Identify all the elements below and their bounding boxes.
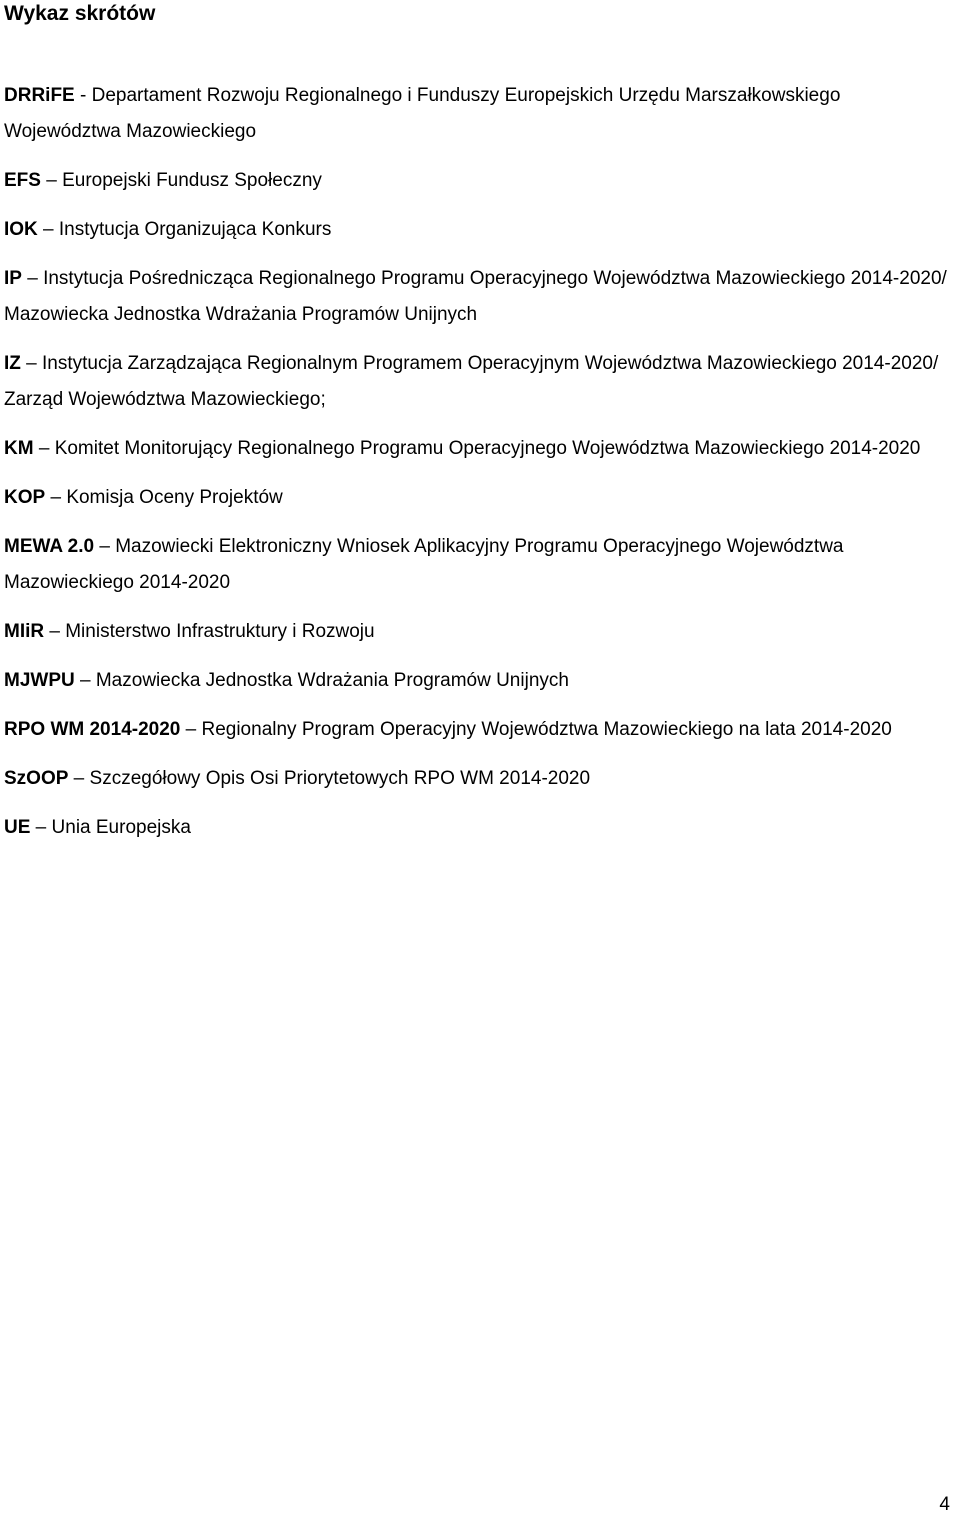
abbreviation-entry [4, 431, 949, 467]
abbreviation-entry [4, 261, 949, 333]
abbreviation-entry [4, 712, 949, 748]
abbreviation-separator: – [30, 817, 52, 838]
abbreviation-entry [4, 212, 949, 248]
abbreviation-definition: Instytucja Pośrednicząca Regionalnego Programu Operacyjnego Województwa Mazowieckiego 2014-2020/ Mazowiecka Jednostka Wdrażania Programów Unijnych [4, 268, 947, 325]
abbreviation-definition: Ministerstwo Infrastruktury i Rozwoju [65, 621, 375, 642]
abbreviation-term: IZ [4, 353, 21, 374]
abbreviation-entry [4, 761, 949, 797]
abbreviation-term: SzOOP [4, 768, 69, 789]
abbreviation-definition: Regionalny Program Operacyjny Województwa Mazowieckiego na lata 2014-2020 [201, 719, 892, 740]
abbreviation-definition: Instytucja Organizująca Konkurs [58, 219, 332, 240]
abbreviation-entry [4, 78, 949, 150]
abbreviation-entry [4, 663, 949, 699]
abbreviation-definition: Komisja Oceny Projektów [66, 487, 283, 508]
abbreviation-entry [4, 480, 949, 516]
abbreviation-term: MIiR [4, 621, 45, 642]
abbreviation-entry [4, 529, 949, 601]
abbreviation-term: KOP [4, 487, 46, 508]
page-number: 4 [939, 1494, 950, 1515]
abbreviation-definition: Europejski Fundusz Społeczny [62, 170, 322, 191]
abbreviation-separator: – [44, 621, 66, 642]
abbreviation-entry [4, 163, 949, 199]
abbreviation-definition: Instytucja Zarządzająca Regionalnym Programem Operacyjnym Województwa Mazowieckiego 2014-2020/ Zarząd Województwa Mazowieckiego; [4, 353, 939, 410]
abbreviation-term: KM [4, 438, 34, 459]
abbreviation-separator: – [74, 670, 96, 691]
abbreviation-separator: – [21, 268, 44, 289]
abbreviation-separator: - [74, 85, 92, 106]
abbreviation-definition: Departament Rozwoju Regionalnego i Funduszy Europejskich Urzędu Marszałkowskiego Województwa Mazowieckiego [4, 85, 841, 142]
abbreviation-entry [4, 614, 949, 650]
abbreviation-separator: – [33, 438, 55, 459]
abbreviation-definition: Szczegółowy Opis Osi Priorytetowych RPO WM 2014-2020 [89, 768, 591, 789]
abbreviation-term: DRRiFE [4, 85, 75, 106]
abbreviation-definition: Komitet Monitorujący Regionalnego Programu Operacyjnego Województwa Mazowieckiego 2014-2020 [54, 438, 921, 459]
abbreviation-term: RPO WM 2014-2020 [4, 719, 181, 740]
abbreviation-term: EFS [4, 170, 41, 191]
abbreviation-definition: Mazowiecka Jednostka Wdrażania Programów Unijnych [95, 670, 569, 691]
abbreviation-separator: – [40, 170, 63, 191]
page-title: Wykaz skrótów [4, 2, 156, 25]
abbreviation-separator: – [68, 768, 90, 789]
abbreviation-term: UE [4, 817, 31, 838]
abbreviation-term: MEWA 2.0 [4, 536, 95, 557]
abbreviation-definition: Unia Europejska [51, 817, 191, 838]
abbreviation-separator: – [20, 353, 43, 374]
abbreviation-term: MJWPU [4, 670, 75, 691]
abbreviation-entry [4, 810, 949, 846]
abbreviation-definition: Mazowiecki Elektroniczny Wniosek Aplikacyjny Programu Operacyjnego Województwa Mazowieckiego 2014-2020 [4, 536, 844, 593]
abbreviation-separator: – [180, 719, 202, 740]
abbreviation-separator: – [45, 487, 67, 508]
abbreviation-term: IP [4, 268, 22, 289]
abbreviation-term: IOK [4, 219, 38, 240]
abbreviation-entry [4, 346, 949, 418]
abbreviation-separator: – [37, 219, 59, 240]
abbreviation-separator: – [94, 536, 116, 557]
abbreviation-list [4, 78, 949, 859]
